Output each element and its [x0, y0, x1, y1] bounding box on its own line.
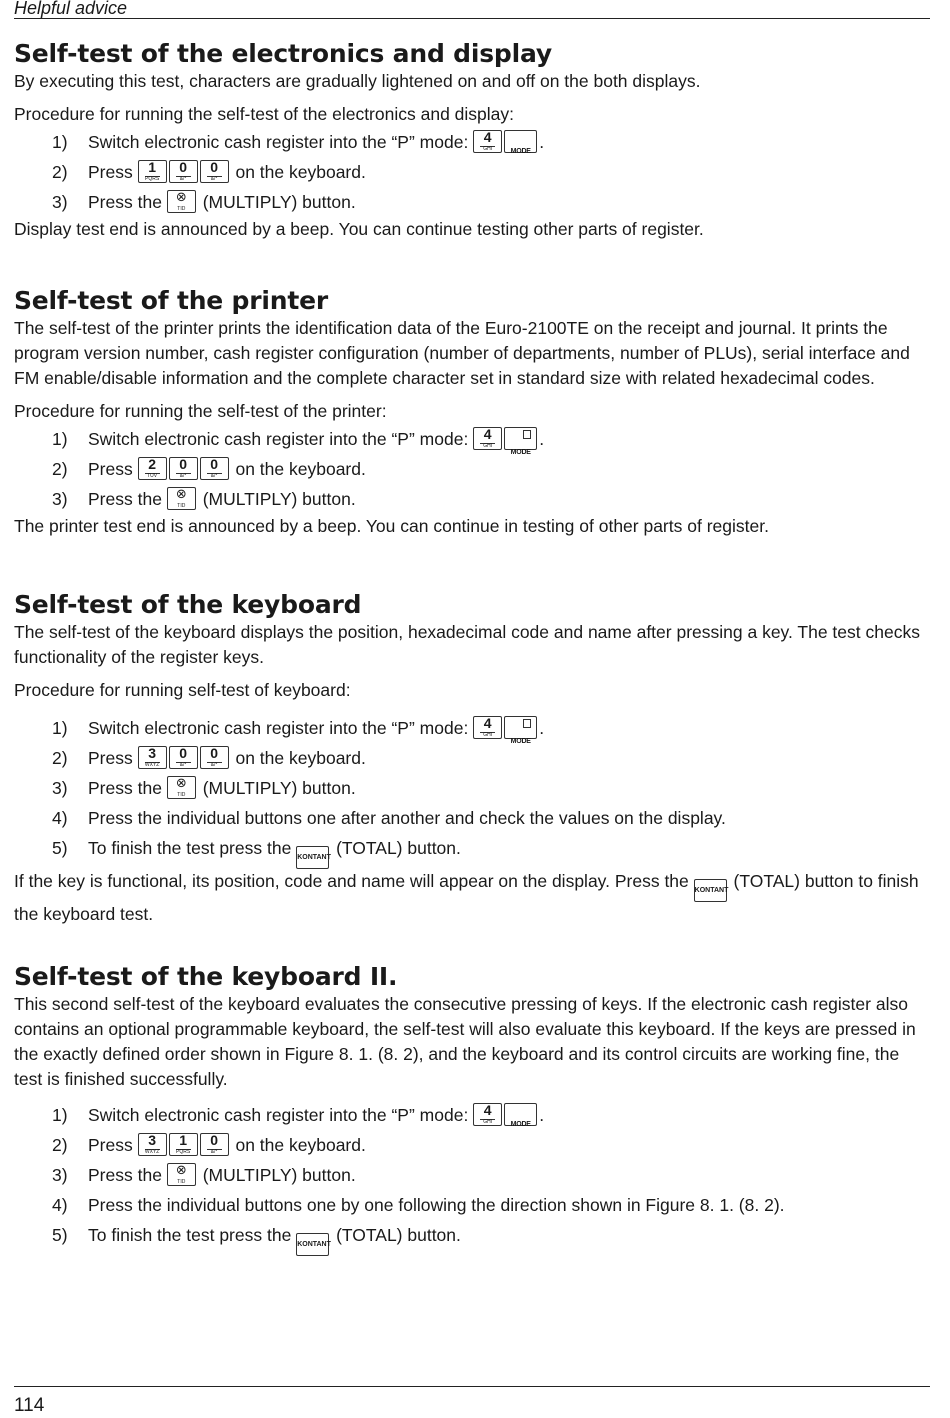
- step-item: 2) Press 3 WXYZ 1 PQRS 0 &/* on the keyboard.: [52, 1132, 366, 1155]
- key-multiply: ⊗ TID: [167, 1163, 196, 1186]
- section-intro: The self-test of the printer prints the identification data of the Euro-2100TE on the receipt and journal. It prints the program version number, cash register configuration (number of departments, number of PLUs), serial interface and FM enable/disable information and the complete character set in standard size with related hexadecimal codes.: [14, 318, 910, 388]
- step-item: 2) Press 3 WXYZ 0 &/* 0 &/* on the keyboard.: [52, 745, 366, 768]
- key-multiply: ⊗ TID: [167, 776, 196, 799]
- key-3: 3 WXYZ: [138, 746, 167, 769]
- page-number: 114: [14, 1395, 45, 1416]
- key-kontant: KONTANT: [296, 1233, 329, 1256]
- section-keyboard-2: [14, 962, 930, 1256]
- step-item: 1) Switch electronic cash register into the “P” mode: 4 GHI MODE .: [52, 426, 545, 456]
- section-title: Self-test of the electronics and display: [14, 39, 552, 68]
- header-rule: [14, 18, 930, 19]
- step-item: 2) Press 1 PQRS 0 &/* 0 &/* on the keyboard.: [52, 159, 366, 182]
- section-keyboard: [14, 590, 930, 927]
- step-item: 4) Press the individual buttons one by one following the direction shown in Figure 8. 1. (8. 2).: [52, 1195, 785, 1215]
- step-item: 3) Press the ⊗ TID (MULTIPLY) button.: [52, 486, 356, 509]
- step-list: [14, 713, 930, 869]
- step-list: [14, 1100, 930, 1256]
- key-mode: MODE: [504, 1103, 537, 1126]
- section-electronics-display: [14, 39, 930, 242]
- key-0: 0 &/*: [200, 746, 229, 769]
- key-2: 2 TUV: [138, 457, 167, 480]
- key-0: 0 &/*: [200, 1133, 229, 1156]
- key-4: 4 GHI: [473, 427, 502, 450]
- step-item: 1) Switch electronic cash register into the “P” mode: 4 GHI MODE .: [52, 715, 545, 745]
- step-item: 5) To finish the test press the KONTANT (TOTAL) button.: [14, 833, 930, 869]
- key-multiply: ⊗ TID: [167, 190, 196, 213]
- section-intro: The self-test of the keyboard displays the position, hexadecimal code and name after pressing a key. The test checks functionality of the register keys.: [14, 622, 920, 667]
- step-item: 1) Switch electronic cash register into the “P” mode: 4 GHI MODE .: [52, 129, 545, 155]
- key-3: 3 WXYZ: [138, 1133, 167, 1156]
- key-0: 0 &/*: [200, 457, 229, 480]
- key-1: 1 PQRS: [138, 160, 167, 183]
- step-list: [14, 424, 930, 514]
- step-list: [14, 127, 930, 217]
- procedure-heading: Procedure for running the self-test of the electronics and display:: [14, 104, 514, 124]
- procedure-heading: Procedure for running self-test of keyboard:: [14, 680, 351, 700]
- key-4: 4 GHI: [473, 1103, 502, 1126]
- section-intro: By executing this test, characters are gradually lightened on and off on the both displays.: [14, 71, 701, 91]
- key-kontant: KONTANT: [296, 846, 329, 869]
- key-mode: MODE: [504, 716, 537, 739]
- procedure-heading: Procedure for running the self-test of the printer:: [14, 401, 387, 421]
- key-0: 0 &/*: [169, 160, 198, 183]
- key-0: 0 &/*: [200, 160, 229, 183]
- footer-rule: [14, 1386, 930, 1387]
- key-4: 4 GHI: [473, 716, 502, 739]
- step-item: 4) Press the individual buttons one after another and check the values on the display.: [52, 808, 726, 828]
- key-mode: MODE: [504, 130, 537, 153]
- key-1: 1 PQRS: [169, 1133, 198, 1156]
- section-intro: This second self-test of the keyboard evaluates the consecutive pressing of keys. If the electronic cash register also contains an optional programmable keyboard, the self-test will also evaluate this keyboard. If the keys are pressed in the exactly defined order shown in Figure 8. 1. (8. 2), and the keyboard and its control circuits are working fine, the test is finished successfully.: [14, 994, 916, 1089]
- section-outro: The printer test end is announced by a beep. You can continue in testing of other parts of register.: [14, 516, 769, 536]
- page-header: [14, 0, 930, 19]
- section-outro: Display test end is announced by a beep. You can continue testing other parts of register.: [14, 219, 704, 239]
- step-item: 3) Press the ⊗ TID (MULTIPLY) button.: [52, 775, 356, 798]
- step-item: 3) Press the ⊗ TID (MULTIPLY) button.: [52, 1162, 356, 1185]
- step-item: 1) Switch electronic cash register into the “P” mode: 4 GHI MODE .: [52, 1102, 545, 1128]
- key-0: 0 &/*: [169, 457, 198, 480]
- key-0: 0 &/*: [169, 746, 198, 769]
- key-mode: MODE: [504, 427, 537, 450]
- section-title: Self-test of the keyboard: [14, 590, 362, 619]
- key-multiply: ⊗ TID: [167, 487, 196, 510]
- key-kontant: KONTANT: [694, 879, 727, 902]
- section-printer: [14, 286, 930, 539]
- section-title: Self-test of the keyboard II.: [14, 962, 398, 991]
- step-item: 5) To finish the test press the KONTANT (TOTAL) button.: [14, 1220, 930, 1256]
- section-title: Self-test of the printer: [14, 286, 328, 315]
- step-item: 3) Press the ⊗ TID (MULTIPLY) button.: [52, 189, 356, 212]
- running-head: Helpful advice: [14, 0, 128, 18]
- section-outro: If the key is functional, its position, code and name will appear on the display. Press the KONTANT (TOTAL) button to finish the keyboard test.: [14, 871, 919, 924]
- key-4: 4 GHI: [473, 130, 502, 153]
- step-item: 2) Press 2 TUV 0 &/* 0 &/* on the keyboard.: [52, 456, 366, 479]
